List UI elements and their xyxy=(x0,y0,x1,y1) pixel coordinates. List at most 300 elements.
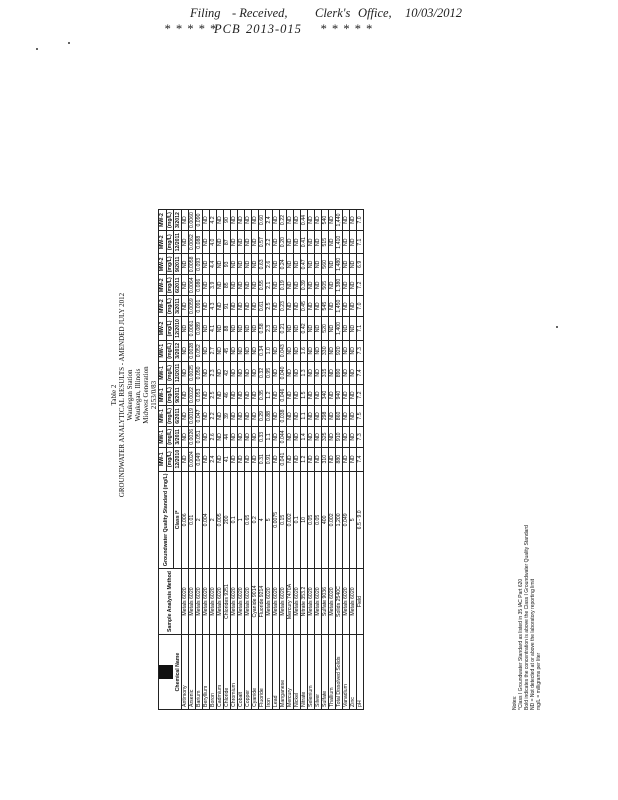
result-cell: 0.47 xyxy=(301,254,308,275)
result-cell: 4.1 xyxy=(210,317,217,341)
result-cell: 7.0 xyxy=(357,296,364,317)
table-body xyxy=(182,210,364,710)
result-cell: ND xyxy=(343,230,350,253)
well-name-header: MW-2 xyxy=(159,230,167,253)
chemical-name-cell: Total Dissolved Solids xyxy=(336,635,343,710)
result-cell: ND xyxy=(287,275,294,296)
result-cell: 1.4 xyxy=(301,426,308,447)
chemical-name-cell: Boron xyxy=(210,635,217,710)
result-cell: ND xyxy=(217,426,224,447)
result-cell: 7.3 xyxy=(357,426,364,447)
result-cell: 0.58 xyxy=(259,317,266,341)
result-cell: ND xyxy=(350,230,357,253)
well-date-header: 12/2011 xyxy=(174,361,182,384)
standard-cell: 0.15 xyxy=(280,471,287,569)
chemical-name-cell: Arsenic xyxy=(189,635,196,710)
result-cell: ND xyxy=(182,447,189,471)
result-cell: 310 xyxy=(322,447,329,471)
chemical-name-cell: Zinc xyxy=(350,635,357,710)
result-cell: ND xyxy=(245,275,252,296)
table-row xyxy=(217,210,224,710)
standard-cell: 0.05 xyxy=(308,471,315,569)
result-cell: ND xyxy=(287,317,294,341)
note-line: Notes: xyxy=(512,695,518,710)
result-cell: ND xyxy=(350,340,357,361)
result-cell: ND xyxy=(273,447,280,471)
result-cell: ND xyxy=(343,296,350,317)
result-cell: ND xyxy=(343,447,350,471)
chemical-name-cell: Fluoride xyxy=(259,635,266,710)
result-cell: 1.6 xyxy=(301,340,308,361)
table-title: GROUNDWATER ANALYTICAL RESULTS - AMENDED JULY 2012 xyxy=(118,292,126,498)
result-cell: 85 xyxy=(224,275,231,296)
result-cell: ND xyxy=(308,317,315,341)
result-cell: 0.21 xyxy=(280,317,287,341)
method-cell: Metals 6020 xyxy=(245,569,252,635)
result-cell: 4.2 xyxy=(210,210,217,231)
result-cell: ND xyxy=(308,426,315,447)
result-cell: 2.2 xyxy=(266,230,273,253)
result-cell: ND xyxy=(238,426,245,447)
method-cell: Metals 6020 xyxy=(280,569,287,635)
well-unit-header: (mg/L) xyxy=(166,406,174,427)
result-cell: 2.5 xyxy=(266,296,273,317)
result-cell: ND xyxy=(350,275,357,296)
table-row xyxy=(308,210,315,710)
result-cell: 1.1 xyxy=(301,406,308,427)
standard-cell: 0.002 xyxy=(287,471,294,569)
table-row xyxy=(245,210,252,710)
result-cell: ND xyxy=(182,340,189,361)
method-cell: Mercury 7470A xyxy=(287,569,294,635)
result-cell: ND xyxy=(238,406,245,427)
result-cell: ND xyxy=(287,361,294,384)
result-cell: ND xyxy=(287,426,294,447)
result-cell: ND xyxy=(182,230,189,253)
well-name-header: MW-2 xyxy=(159,317,167,341)
result-cell: 7.4 xyxy=(357,361,364,384)
result-cell: ND xyxy=(245,447,252,471)
method-cell: Metals 6020 xyxy=(350,569,357,635)
result-cell: 0.044 xyxy=(280,426,287,447)
chemical-name-cell: Barium xyxy=(196,635,203,710)
result-cell: 4.3 xyxy=(210,296,217,317)
chemical-name-cell: Copper xyxy=(245,635,252,710)
well-unit-header: (mg/L) xyxy=(166,340,174,361)
result-cell: ND xyxy=(329,340,336,361)
result-cell: ND xyxy=(315,361,322,384)
result-cell: ND xyxy=(294,426,301,447)
result-cell: ND xyxy=(273,296,280,317)
table-row xyxy=(336,210,343,710)
table-row xyxy=(273,210,280,710)
well-unit-header: (mg/L) xyxy=(166,447,174,471)
result-cell: 0.95 xyxy=(266,361,273,384)
result-cell: ND xyxy=(350,254,357,275)
result-cell: 41 xyxy=(224,447,231,471)
result-cell: ND xyxy=(217,317,224,341)
standard-cell: 0.006 xyxy=(182,471,189,569)
result-cell: ND xyxy=(252,317,259,341)
chemical-name-cell: Cadmium xyxy=(217,635,224,710)
result-cell: ND xyxy=(308,361,315,384)
result-cell: ND xyxy=(217,296,224,317)
well-name-header: MW-1 xyxy=(159,447,167,471)
groundwater-results-table xyxy=(158,209,364,710)
well-date-header: 3/2012 xyxy=(174,340,182,361)
well-unit-header: (mg/L) xyxy=(166,296,174,317)
result-cell: ND xyxy=(315,210,322,231)
result-cell: ND xyxy=(203,210,210,231)
received-label: - Received, xyxy=(232,6,288,20)
case-number: 2013-015 xyxy=(246,22,302,36)
result-cell: 1.3 xyxy=(301,361,308,384)
result-cell: 4.4 xyxy=(210,254,217,275)
result-cell: ND xyxy=(231,296,238,317)
result-cell: ND xyxy=(182,426,189,447)
result-cell: ND xyxy=(217,406,224,427)
result-cell: ND xyxy=(203,254,210,275)
result-cell: 0.35 xyxy=(259,385,266,406)
result-cell: ND xyxy=(182,361,189,384)
result-cell: ND xyxy=(308,385,315,406)
result-cell: ND xyxy=(315,230,322,253)
result-cell: ND xyxy=(350,296,357,317)
chemical-name-cell: Iron xyxy=(266,635,273,710)
result-cell: ND xyxy=(203,447,210,471)
result-cell: 1,480 xyxy=(336,254,343,275)
method-cell: Cyanide 9014 xyxy=(252,569,259,635)
chemical-name-cell: Cyanide xyxy=(252,635,259,710)
result-cell: ND xyxy=(315,317,322,341)
result-cell: 46 xyxy=(224,385,231,406)
result-cell: 0.0025 xyxy=(189,361,196,384)
result-cell: 0.043 xyxy=(280,340,287,361)
standard-cell: 0.005 xyxy=(217,471,224,569)
result-cell: ND xyxy=(329,317,336,341)
method-cell: Metals 6020 xyxy=(294,569,301,635)
result-cell: ND xyxy=(287,406,294,427)
well-name-header: MW-1 xyxy=(159,406,167,427)
result-cell: ND xyxy=(203,317,210,341)
result-cell: ND xyxy=(315,447,322,471)
result-cell: ND xyxy=(329,447,336,471)
result-cell: ND xyxy=(315,426,322,447)
result-cell: 7.0 xyxy=(357,210,364,231)
result-cell: 0.0059 xyxy=(189,296,196,317)
result-cell: 2.4 xyxy=(266,210,273,231)
table-row xyxy=(294,210,301,710)
result-cell: 90 xyxy=(224,210,231,231)
note-line: *Class I Groundwater Standard as listed in 35 IAC Part 620 xyxy=(518,578,524,710)
method-cell: Field xyxy=(357,569,364,635)
result-cell: ND xyxy=(287,340,294,361)
result-cell: 39 xyxy=(224,406,231,427)
result-cell: 520 xyxy=(322,317,329,341)
well-date-header: 3/2011 xyxy=(174,296,182,317)
chemical-name-cell: Beryllium xyxy=(203,635,210,710)
result-cell: 920 xyxy=(336,340,343,361)
table-number: Table 2 xyxy=(110,384,118,406)
result-cell: 0.046 xyxy=(280,385,287,406)
result-cell: 2.6 xyxy=(210,426,217,447)
result-cell: ND xyxy=(329,361,336,384)
result-cell: ND xyxy=(294,210,301,231)
result-cell: 2.2 xyxy=(210,406,217,427)
result-cell: ND xyxy=(343,210,350,231)
result-cell: ND xyxy=(343,361,350,384)
table-row xyxy=(259,210,266,710)
well-name-header: MW-2 xyxy=(159,275,167,296)
result-cell: 88 xyxy=(224,317,231,341)
table-row xyxy=(266,210,273,710)
result-cell: 0.34 xyxy=(259,340,266,361)
result-cell: 0.040 xyxy=(280,361,287,384)
method-cell: Fluoride 9214 xyxy=(259,569,266,635)
result-cell: 3.9 xyxy=(210,275,217,296)
result-cell: ND xyxy=(329,406,336,427)
standard-cell: 400 xyxy=(322,471,329,569)
method-cell: Metals 6020 xyxy=(329,569,336,635)
standard-cell: 0.049 xyxy=(343,471,350,569)
well-date-header: 3/2012 xyxy=(174,210,182,231)
result-cell: ND xyxy=(182,385,189,406)
result-cell: ND xyxy=(294,296,301,317)
method-cell: Chlorides 9251 xyxy=(224,569,231,635)
result-cell: ND xyxy=(252,210,259,231)
table-row xyxy=(231,210,238,710)
result-cell: ND xyxy=(203,230,210,253)
chemical-name-cell: Selenium xyxy=(308,635,315,710)
result-cell: ND xyxy=(287,230,294,253)
result-cell: ND xyxy=(203,275,210,296)
result-cell: ND xyxy=(343,426,350,447)
result-cell: 505 xyxy=(322,275,329,296)
result-cell: 0.089 xyxy=(196,317,203,341)
result-cell: ND xyxy=(217,340,224,361)
table-row xyxy=(350,210,357,710)
method-cell: Metals 6020 xyxy=(203,569,210,635)
result-cell: ND xyxy=(217,447,224,471)
well-unit-header: (mg/L) xyxy=(166,275,174,296)
note-line: Bold indicates the concentration is above the Class I Groundwater Quality Standard xyxy=(524,525,530,710)
result-cell: ND xyxy=(238,254,245,275)
result-cell: ND xyxy=(203,385,210,406)
result-cell: ND xyxy=(343,275,350,296)
result-cell: ND xyxy=(245,361,252,384)
result-cell: 0.42 xyxy=(301,317,308,341)
result-cell: ND xyxy=(217,210,224,231)
result-cell: 1,440 xyxy=(336,210,343,231)
result-cell: 340 xyxy=(322,385,329,406)
result-cell: ND xyxy=(343,406,350,427)
result-cell: ND xyxy=(217,254,224,275)
table-row xyxy=(343,210,350,710)
result-cell: ND xyxy=(294,317,301,341)
result-cell: 860 xyxy=(336,406,343,427)
method-cell: Metals 6020 xyxy=(238,569,245,635)
result-cell: 0.32 xyxy=(259,361,266,384)
well-unit-header: (mg/L) xyxy=(166,317,174,341)
result-cell: 0.050 xyxy=(196,361,203,384)
result-cell: ND xyxy=(287,447,294,471)
result-cell: ND xyxy=(252,426,259,447)
site-name: Waukegan Station xyxy=(126,369,134,421)
chemical-name-cell: pH xyxy=(357,635,364,710)
result-cell: 940 xyxy=(336,385,343,406)
result-cell: 0.29 xyxy=(259,406,266,427)
result-cell: 880 xyxy=(336,447,343,471)
well-unit-header: (mg/L) xyxy=(166,254,174,275)
result-cell: ND xyxy=(245,210,252,231)
chemical-name-cell: Manganese xyxy=(280,635,287,710)
table-row xyxy=(182,210,189,710)
table-row xyxy=(280,210,287,710)
standard-cell: 0.1 xyxy=(231,471,238,569)
result-cell: ND xyxy=(182,296,189,317)
result-cell: ND xyxy=(315,385,322,406)
result-cell: 325 xyxy=(322,426,329,447)
table-row xyxy=(252,210,259,710)
result-cell: 0.0060 xyxy=(189,210,196,231)
result-cell: ND xyxy=(273,406,280,427)
result-cell: ND xyxy=(238,317,245,341)
well-date-header: 12/2010 xyxy=(174,447,182,471)
result-cell: ND xyxy=(308,296,315,317)
result-cell: 42 xyxy=(224,361,231,384)
result-cell: 0.049 xyxy=(196,447,203,471)
result-cell: ND xyxy=(252,361,259,384)
result-cell: 1.0 xyxy=(266,340,273,361)
result-cell: ND xyxy=(294,230,301,253)
result-cell: 0.19 xyxy=(280,275,287,296)
result-cell: ND xyxy=(273,254,280,275)
result-cell: ND xyxy=(273,275,280,296)
table-row xyxy=(301,210,308,710)
result-cell: ND xyxy=(315,254,322,275)
result-cell: 0.0022 xyxy=(189,385,196,406)
company-name: Midwest Generation xyxy=(142,366,150,424)
result-cell: ND xyxy=(273,361,280,384)
result-cell: 4.0 xyxy=(210,230,217,253)
chemical-name-cell: Cobalt xyxy=(238,635,245,710)
result-cell: ND xyxy=(231,254,238,275)
result-cell: 0.0064 xyxy=(189,275,196,296)
result-cell: 7.1 xyxy=(357,317,364,341)
result-cell: 330 xyxy=(322,340,329,361)
result-cell: 1.1 xyxy=(266,426,273,447)
chemical-name-cell: Thallium xyxy=(329,635,336,710)
table-row xyxy=(224,210,231,710)
well-name-header: MW-1 xyxy=(159,340,167,361)
well-date-header: 12/2011 xyxy=(174,230,182,253)
result-cell: 0.31 xyxy=(259,447,266,471)
result-cell: 0.0026 xyxy=(189,426,196,447)
well-name-header: MW-1 xyxy=(159,385,167,406)
office-label: Office, xyxy=(358,6,392,20)
result-cell: ND xyxy=(231,406,238,427)
result-cell: ND xyxy=(343,385,350,406)
chemical-name-cell: Sulfate xyxy=(322,635,329,710)
scan-speck xyxy=(68,42,70,44)
rotated-table-page xyxy=(110,80,618,710)
well-unit-header: (mg/L) xyxy=(166,361,174,384)
well-unit-header: (mg/L) xyxy=(166,210,174,231)
method-cell: Metals 6020 xyxy=(273,569,280,635)
result-cell: ND xyxy=(294,447,301,471)
result-cell: ND xyxy=(315,275,322,296)
result-cell: ND xyxy=(238,340,245,361)
table-row xyxy=(238,210,245,710)
result-cell: ND xyxy=(308,254,315,275)
result-cell: ND xyxy=(350,447,357,471)
result-cell: 0.55 xyxy=(259,275,266,296)
result-cell: ND xyxy=(238,296,245,317)
result-cell: ND xyxy=(308,406,315,427)
result-cell: 0.91 xyxy=(266,447,273,471)
result-cell: 1.2 xyxy=(266,385,273,406)
result-cell: ND xyxy=(294,275,301,296)
result-cell: ND xyxy=(343,317,350,341)
method-cell: Metals 6020 xyxy=(196,569,203,635)
well-unit-header: (mg/L) xyxy=(166,426,174,447)
result-cell: ND xyxy=(350,385,357,406)
result-cell: ND xyxy=(294,361,301,384)
result-cell: ND xyxy=(273,210,280,231)
result-cell: ND xyxy=(273,340,280,361)
result-cell: 87 xyxy=(224,230,231,253)
result-cell: ND xyxy=(287,254,294,275)
method-cell: Solids 2540C xyxy=(336,569,343,635)
result-cell: ND xyxy=(231,361,238,384)
result-cell: 1,410 xyxy=(336,230,343,253)
result-cell: 0.038 xyxy=(280,406,287,427)
result-cell: ND xyxy=(182,254,189,275)
well-date-header: 9/2011 xyxy=(174,385,182,406)
result-cell: 2.3 xyxy=(266,317,273,341)
standard-cell: 1 xyxy=(238,471,245,569)
result-cell: 2.5 xyxy=(210,385,217,406)
company-logo xyxy=(159,665,173,679)
result-cell: ND xyxy=(350,406,357,427)
result-cell: ND xyxy=(182,317,189,341)
result-cell: 0.61 xyxy=(259,296,266,317)
result-cell: ND xyxy=(315,340,322,361)
standard-cell: 200 xyxy=(224,471,231,569)
result-cell: ND xyxy=(203,361,210,384)
well-date-header: 6/2011 xyxy=(174,406,182,427)
standard-cell: 0.01 xyxy=(189,471,196,569)
project-number: 2153/0/83 xyxy=(150,380,158,410)
result-cell: ND xyxy=(350,210,357,231)
result-cell: ND xyxy=(287,296,294,317)
result-cell: 0.093 xyxy=(196,254,203,275)
chemical-name-cell: Silver xyxy=(315,635,322,710)
method-cell: Metals 6020 xyxy=(210,569,217,635)
result-cell: 0.20 xyxy=(280,230,287,253)
result-cell: ND xyxy=(203,296,210,317)
standard-cell: 6.5 - 9.0 xyxy=(357,471,364,569)
result-cell: ND xyxy=(308,275,315,296)
table-row xyxy=(315,210,322,710)
result-cell: 515 xyxy=(322,230,329,253)
result-cell: 1,380 xyxy=(336,275,343,296)
result-cell: ND xyxy=(252,275,259,296)
well-unit-header: (mg/L) xyxy=(166,230,174,253)
result-cell: ND xyxy=(308,447,315,471)
result-cell: ND xyxy=(252,254,259,275)
filing-header-line xyxy=(0,6,618,22)
